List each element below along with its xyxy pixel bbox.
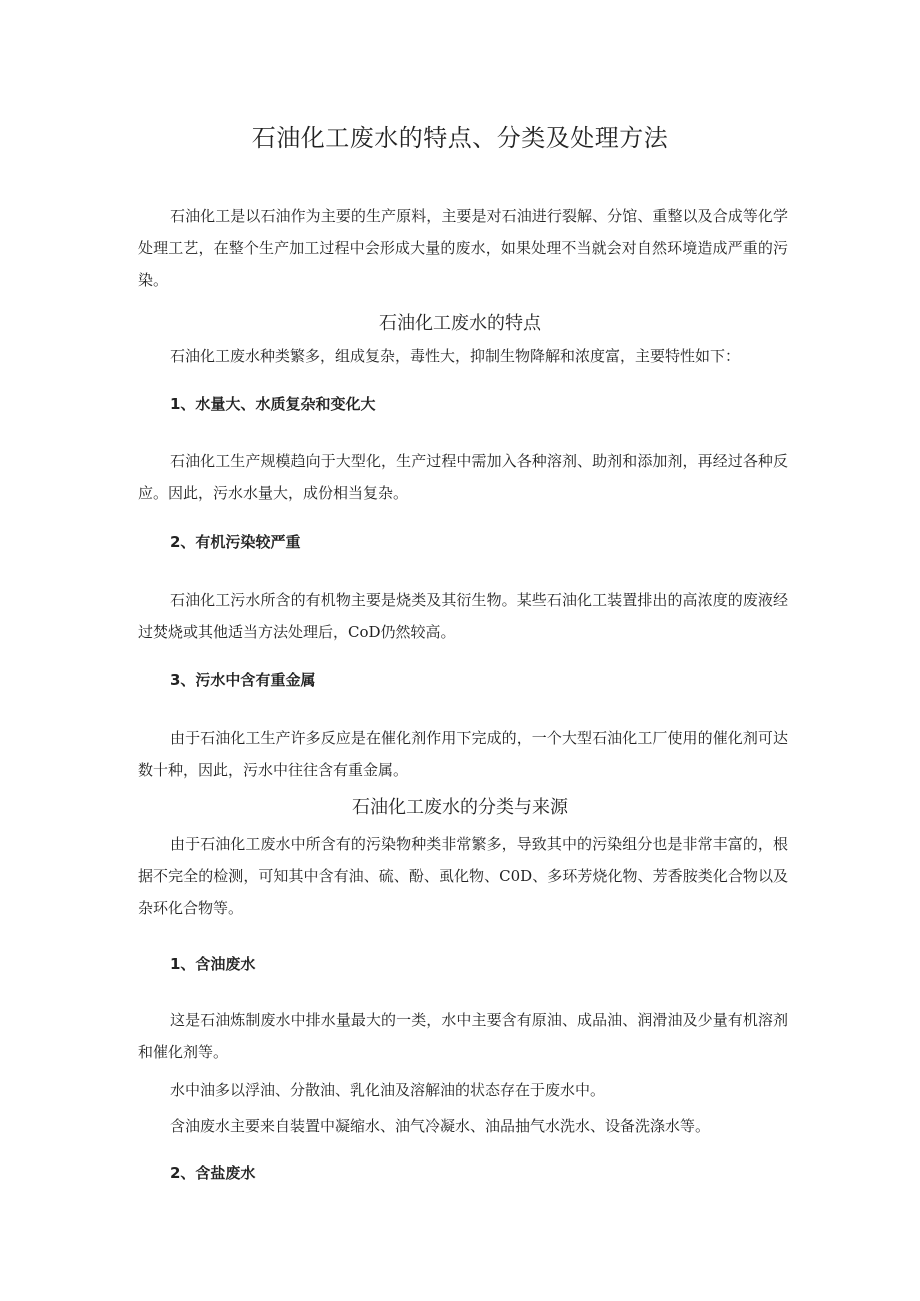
classification-paragraph-1: 这是石油炼制废水中排水量最大的一类，水中主要含有原油、成品油、润滑油及少量有机溶剂和催化剂等。: [138, 1011, 788, 1061]
characteristic-heading-1: 1、水量大、水质复杂和变化大: [170, 395, 376, 413]
classification-line-2: 水中油多以浮油、分散油、乳化油及溶解油的状态存在于废水中。: [170, 1081, 606, 1099]
characteristics-lead-paragraph: 石油化工废水种类繁多，组成复杂，毒性大，抑制生物降解和浓度富，主要特性如下：: [170, 347, 741, 365]
classification-line-3: 含油废水主要来自装置中凝缩水、油气冷凝水、油品抽气水洗水、设备洗涤水等。: [170, 1117, 711, 1135]
document-title: 石油化工废水的特点、分类及处理方法: [251, 124, 669, 152]
classification-heading-1: 1、含油废水: [170, 955, 256, 973]
section-title-characteristics: 石油化工废水的特点: [379, 313, 541, 334]
intro-paragraph: 石油化工是以石油作为主要的生产原料，主要是对石油进行裂解、分馆、重整以及合成等化学处理工艺，在整个生产加工过程中会形成大量的废水，如果处理不当就会对自然环境造成严重的污染。: [138, 207, 788, 289]
characteristic-paragraph-3: 由于石油化工生产许多反应是在催化剂作用下完成的，一个大型石油化工厂使用的催化剂可达数十种，因此，污水中往往含有重金属。: [138, 729, 788, 779]
classification-heading-2: 2、含盐废水: [170, 1164, 256, 1182]
section-title-classification: 石油化工废水的分类与来源: [352, 797, 568, 818]
characteristic-heading-3: 3、污水中含有重金属: [170, 671, 316, 689]
characteristic-heading-2: 2、有机污染较严重: [170, 533, 301, 551]
classification-lead-paragraph: 由于石油化工废水中所含有的污染物种类非常繁多，导致其中的污染组分也是非常丰富的，根据不完全的检测，可知其中含有油、硫、酚、虱化物、C0D、多环芳烧化物、芳香胺类化合物以及杂环化合物等。: [138, 835, 788, 917]
characteristic-paragraph-2: 石油化工污水所含的有机物主要是烧类及其衍生物。某些石油化工装置排出的高浓度的废液经过焚烧或其他适当方法处理后，CoD仍然较高。: [138, 591, 788, 641]
characteristic-paragraph-1: 石油化工生产规模趋向于大型化，生产过程中需加入各种溶剂、助剂和添加剂，再经过各种反应。因此，污水水量大，成份相当复杂。: [138, 452, 788, 502]
